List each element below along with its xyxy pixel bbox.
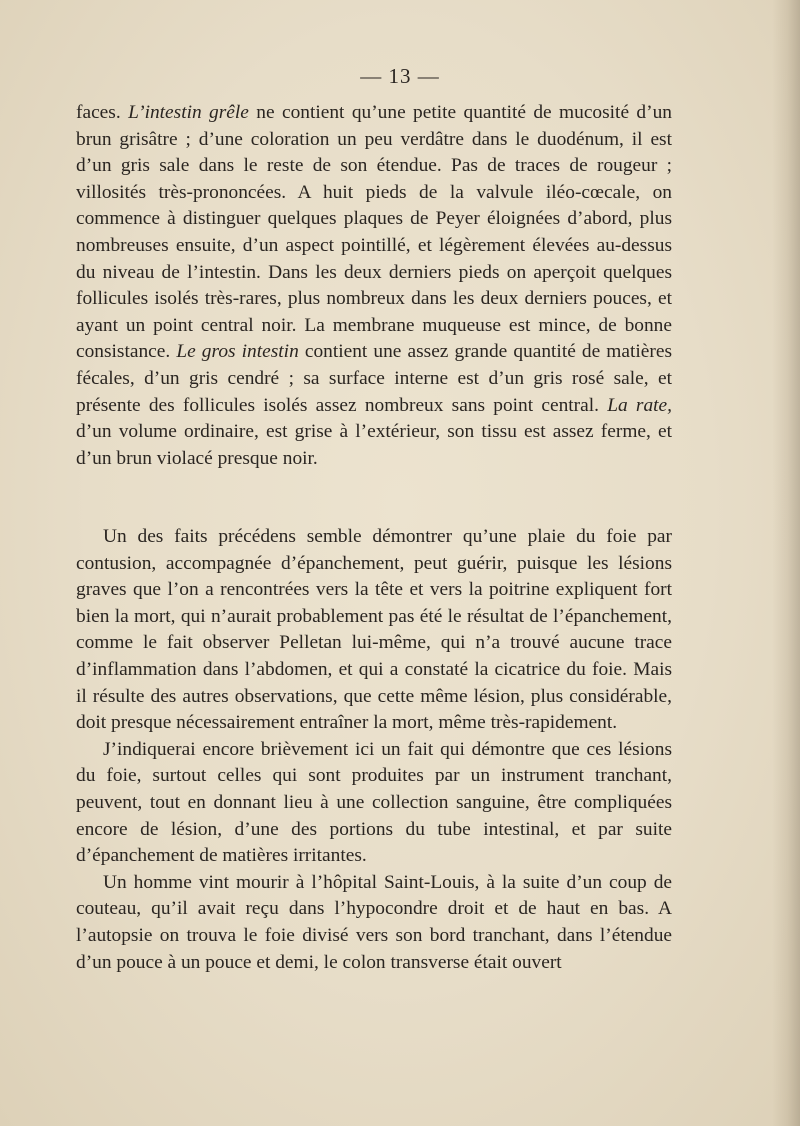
text-run: faces. bbox=[76, 102, 129, 123]
paragraph: J’indiquerai encore brièvement ici un fait qui démontre que ces lésions du foie, surtout celles qui sont produites par un instrument tranchant, peuvent, tout en donnant lieu à une collection sanguine, être compliquées encore de lésion, d’une des portions du tube intestinal, et par suite d’épanchement de matières irritantes. bbox=[76, 738, 672, 867]
text-run: d’un volume ordinaire, est grise à l’extérieur, son tissu est assez ferme, et d’un brun violacé presque noir. bbox=[76, 421, 672, 469]
page-edge-shadow bbox=[772, 0, 800, 1126]
text-run: ne contient qu’une petite quantité de mucosité d’un brun grisâtre ; d’une coloration un peu verdâtre dans le duodénum, il est d’un gris sale dans le reste de son étendue. Pas de traces de rougeur ; villosités très-prononcées. A huit pieds de la valvule iléo-cœcale, on commence à distinguer quelques plaques de Peyer éloignées d’abord, plus nombreuses ensuite, d’un aspect pointillé, et légèrement élevées au-dessus du niveau de l’intestin. Dans les deux derniers pieds on aperçoit quelques follicules isolés très-rares, plus nombreux dans les deux derniers pouces, et ayant un point central noir. La membrane muqueuse est mince, de bonne consistance. bbox=[76, 102, 672, 363]
paragraph: Un homme vint mourir à l’hôpital Saint-Louis, à la suite d’un coup de couteau, qu’il avait reçu dans l’hypocondre droit et de haut en bas. A l’autopsie on trouva le foie divisé vers son bord tranchant, dans l’étendue d’un pouce à un pouce et demi, le colon transverse était ouvert bbox=[76, 871, 672, 973]
italic-term-gros-intestin: Le gros intestin bbox=[176, 341, 299, 363]
paragraph-continuation bbox=[76, 100, 672, 472]
text-run: contient une assez grande quantité de matières fécales, d’un gris cendré ; sa surface interne est d’un gris rosé sale, et présente des follicules isolés assez nombreux sans point central. bbox=[76, 341, 672, 416]
page-number: — 13 — bbox=[360, 64, 440, 88]
body-text-bottom bbox=[76, 524, 672, 976]
italic-term-la-rate: La rate, bbox=[607, 394, 672, 416]
italic-term-intestin-grele: L’intestin grêle bbox=[128, 102, 249, 123]
paragraph: Un des faits précédens semble démontrer qu’une plaie du foie par contusion, accompagnée d’épanchement, peut guérir, puisque les lésions graves que l’on a rencontrées vers la tête et vers la poitrine expliquent fort bien la mort, qui n’aurait probablement pas été le résultat de l’épanchement, comme le fait observer Pelletan lui-même, qui n’a trouvé aucune trace d’inflammation dans l’abdomen, et qui a constaté la cicatrice du foie. Mais il résulte des autres observations, que cette même lésion, plus considérable, doit presque nécessairement entraîner la mort, même très-rapidement. bbox=[76, 526, 672, 734]
body-text-top bbox=[76, 100, 672, 472]
